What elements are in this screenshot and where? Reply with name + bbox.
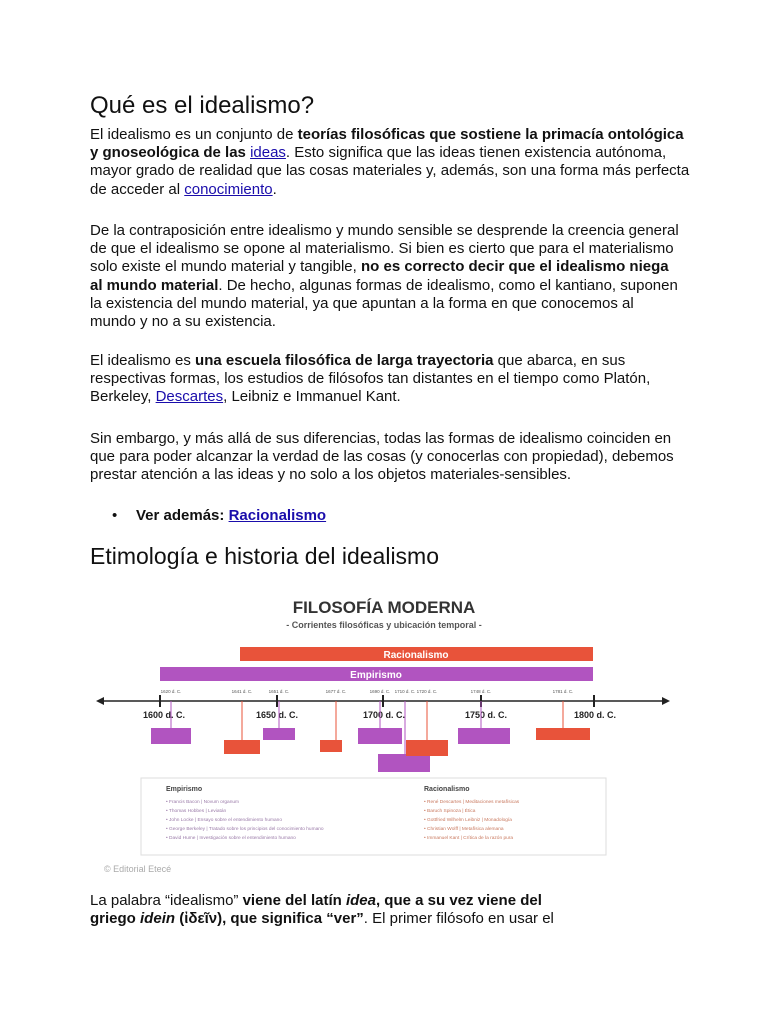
event-year-label: 1781 d. C. — [552, 689, 574, 694]
paragraph-materialism — [90, 222, 680, 331]
event-year-label: 1720 d. C. — [416, 689, 438, 694]
bold-text: no es correcto decir que el idealismo niega al mundo material — [90, 258, 669, 294]
bold-text: viene del latín — [242, 892, 346, 909]
paragraph-history — [90, 352, 690, 407]
text: Sin embargo, y más allá de sus diferencias, todas las formas de idealismo coinciden en que para poder alcanzar la verdad de las cosas (y conocerlas con propiedad), debemos prestar atención a las ideas y no solo a los objetos materiales-sensibles. — [90, 430, 674, 484]
legend-empiricism-item: • Thomas Hobbes | Leviatán — [166, 809, 227, 814]
see-also-label: Ver además: — [136, 507, 229, 524]
bold-text: (ἰδεῖν), que significa “ver” — [175, 910, 364, 928]
link-racionalismo[interactable]: Racionalismo — [228, 507, 327, 524]
event-year-label: 1677 d. C. — [325, 689, 347, 694]
axis-tick — [276, 695, 278, 707]
legend-rationalism-item: • Christian Wolff | Metafísica alemana — [424, 827, 504, 832]
event-box-empiricism — [378, 754, 430, 772]
legend-empiricism-item: • George Berkeley | Tratado sobre los principios del conocimiento humano — [166, 827, 324, 832]
event-year-label: 1641 d. C. — [231, 689, 253, 694]
axis-year-label: 1700 d. C. — [362, 710, 406, 720]
paragraph-etymology — [90, 892, 560, 928]
text: De la contraposición entre idealismo y mundo sensible se desprende la creencia general de que el idealismo se opone al materialismo. Si bien es cierto que para el materialismo solo existe el mundo material y tangible, — [90, 222, 679, 276]
legend-empiricism-item: • Francis Bacon | Novum organum — [166, 800, 240, 805]
event-box-empiricism — [151, 728, 191, 744]
axis-tick — [159, 695, 161, 707]
axis-tick — [382, 695, 384, 707]
axis-arrow-left — [96, 697, 104, 705]
paragraph-differences — [90, 430, 690, 485]
event-year-label: 1710 d. C. — [394, 689, 416, 694]
text: El idealismo es — [90, 352, 196, 369]
text: , Leibniz e Immanuel Kant. — [223, 388, 401, 406]
text: . El primer filósofo en usar el — [363, 910, 554, 928]
bullet-dot: • — [112, 507, 118, 524]
legend-rationalism-item: • René Descartes | Meditaciones metafísicas — [424, 800, 520, 805]
see-also-text — [136, 507, 326, 525]
text: El idealismo es un conjunto de — [90, 126, 298, 143]
link-conocimiento[interactable]: conocimiento — [184, 180, 273, 198]
bold-text: , que a su vez viene del griego — [90, 892, 542, 928]
bold-text: teorías filosóficas que sostiene la primacía ontológica y gnoseológica de las — [90, 126, 684, 162]
italic-text: idea — [345, 892, 376, 909]
legend-empiricism-item: • David Hume | Investigación sobre el entendimiento humano — [166, 836, 296, 841]
axis-year-label: 1750 d. C. — [464, 710, 508, 720]
legend-empiricism-title: Empirismo — [166, 786, 203, 793]
bold-text: una escuela filosófica de larga trayectoria — [195, 352, 494, 369]
event-year-label: 1620 d. C. — [160, 689, 182, 694]
event-box-rationalism — [536, 728, 590, 740]
link-descartes[interactable]: Descartes — [155, 388, 224, 406]
axis-year-label: 1600 d. C. — [142, 710, 186, 720]
legend-rationalism-item: • Gottfried Wilhelm Leibniz | Monadología — [424, 818, 512, 823]
section-heading: Etimología e historia del idealismo — [90, 543, 440, 569]
event-box-empiricism — [358, 728, 402, 744]
figure-credit: © Editorial Etecé — [104, 864, 172, 874]
legend-rationalism-item: • Baruch Spinoza | Ética — [424, 809, 476, 814]
text: La palabra “idealismo” — [90, 892, 243, 909]
axis-year-label: 1800 d. C. — [573, 710, 617, 720]
event-year-label: 1651 d. C. — [268, 689, 290, 694]
rationalism-bar-label: Racionalismo — [383, 650, 449, 661]
italic-text: idein — [140, 910, 176, 928]
link-ideas[interactable]: ideas — [250, 144, 286, 162]
axis-arrow-right — [662, 697, 670, 705]
event-box-empiricism — [458, 728, 510, 744]
event-box-empiricism — [263, 728, 295, 740]
event-year-label: 1690 d. C. — [369, 689, 391, 694]
legend-empiricism-item: • John Locke | Ensayo sobre el entendimiento humano — [166, 818, 282, 823]
event-box-rationalism — [224, 740, 260, 754]
text: . Esto significa que las ideas tienen existencia autónoma, mayor grado de realidad que las cosas materiales y, además, son una forma más perfecta de acceder al — [90, 144, 690, 198]
legend-rationalism-title: Racionalismo — [424, 786, 470, 793]
figure-subtitle: - Corrientes filosóficas y ubicación temporal - — [286, 620, 482, 630]
event-year-label: 1748 d. C. — [470, 689, 492, 694]
axis-tick — [593, 695, 595, 707]
event-box-rationalism — [406, 740, 448, 756]
paragraph-definition — [90, 126, 690, 199]
text: que abarca, en sus respectivas formas, los estudios de filósofos tan distantes en el tiempo como Platón, Berkeley, — [90, 352, 651, 406]
text: . — [272, 180, 277, 198]
legend-box — [141, 778, 606, 855]
timeline-figure — [96, 588, 676, 880]
text: . De hecho, algunas formas de idealismo, como el kantiano, suponen la existencia del mundo material, ya que apuntan a la forma en que conocemos al mundo y no a su existencia. — [90, 276, 678, 331]
legend-rationalism-item: • Immanuel Kant | Crítica de la razón pura — [424, 836, 514, 841]
axis-year-label: 1650 d. C. — [255, 710, 299, 720]
figure-title: FILOSOFÍA MODERNA — [292, 598, 476, 617]
empiricism-bar-label: Empirismo — [350, 670, 402, 681]
event-box-rationalism — [320, 740, 342, 752]
page-title: Qué es el idealismo? — [90, 92, 315, 119]
